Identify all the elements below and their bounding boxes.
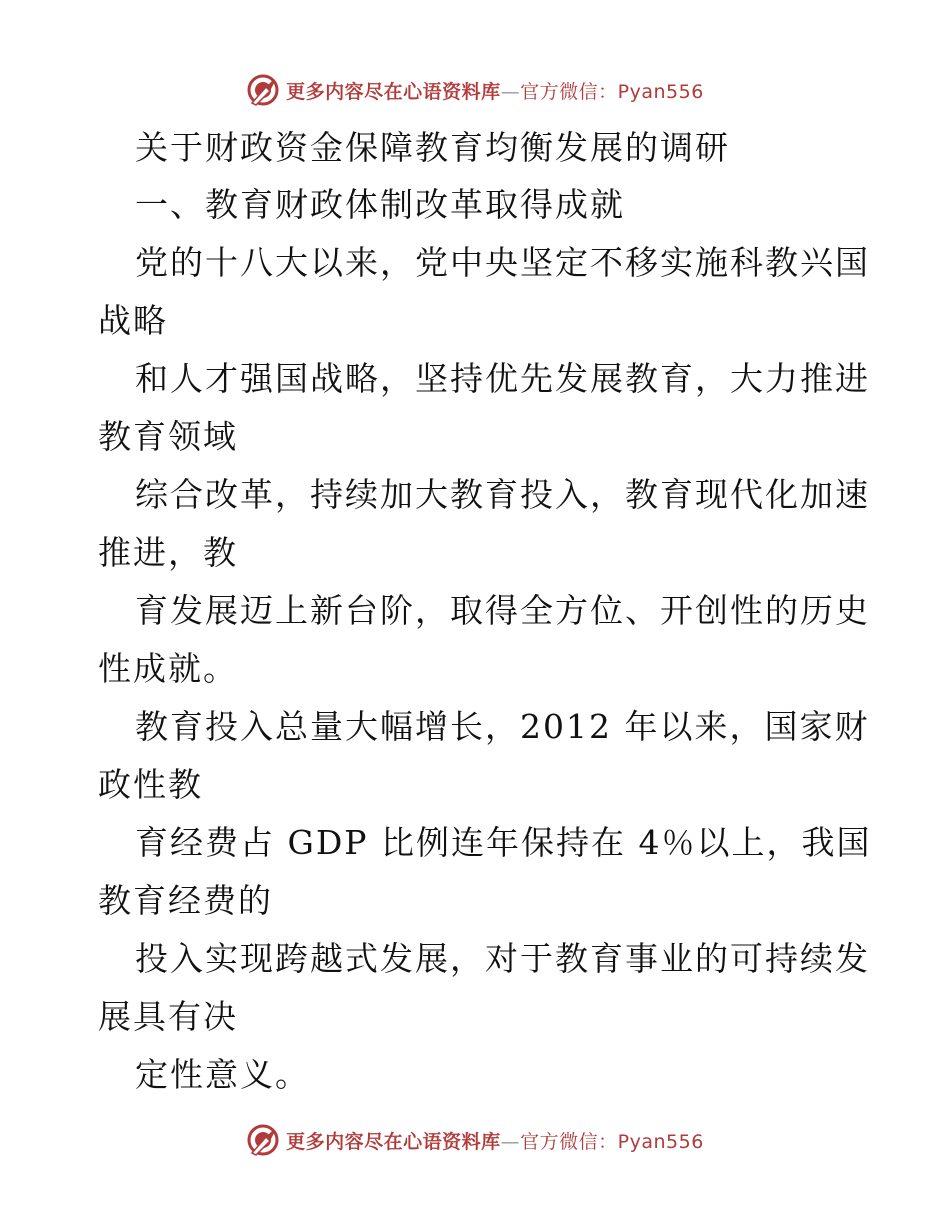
pen-circle-logo-icon (246, 1123, 280, 1157)
paragraph-line: 推进，教 (98, 533, 238, 572)
paragraph-line: 和人才强国战略，坚持优先发展教育，大力推进 (135, 359, 870, 398)
footer-watermark-suffix: 官方微信：Pyan556 (520, 1130, 704, 1153)
paragraph-line: 投入实现跨越式发展，对于教育事业的可持续发 (135, 939, 870, 978)
document-title: 关于财政资金保障教育均衡发展的调研 (135, 128, 730, 167)
paragraph-line: 党的十八大以来，党中央坚定不移实施科教兴国 (135, 243, 870, 282)
header-watermark-text (286, 77, 704, 104)
paragraph-line: 育经费占 GDP 比例连年保持在 4％以上，我国 (135, 823, 872, 862)
footer-watermark-dash: — (500, 1130, 521, 1153)
paragraph-line: 综合改革，持续加大教育投入，教育现代化加速 (135, 475, 870, 514)
paragraph-line: 教育领域 (98, 417, 238, 456)
footer-watermark-text (286, 1127, 704, 1154)
paragraph-line: 教育投入总量大幅增长，2012 年以来，国家财 (135, 707, 870, 746)
paragraph-line: 战略 (98, 301, 168, 340)
footer-watermark-prefix: 更多内容尽在心语资料库 (286, 1130, 501, 1153)
paragraph-line: 展具有决 (98, 997, 238, 1036)
paragraph-line: 育发展迈上新台阶，取得全方位、开创性的历史 (135, 591, 870, 630)
header-watermark-prefix: 更多内容尽在心语资料库 (286, 80, 501, 103)
paragraph-line: 教育经费的 (98, 881, 273, 920)
paragraph-line: 政性教 (98, 765, 203, 804)
paragraph-line: 定性意义。 (135, 1055, 310, 1094)
header-watermark-suffix: 官方微信：Pyan556 (520, 80, 704, 103)
footer-watermark (0, 1120, 950, 1160)
paragraph-line: 性成就。 (98, 649, 238, 688)
header-watermark-dash: — (500, 80, 521, 103)
section-heading: 一、教育财政体制改革取得成就 (135, 185, 625, 224)
header-watermark (0, 70, 950, 110)
pen-circle-logo-icon (246, 73, 280, 107)
